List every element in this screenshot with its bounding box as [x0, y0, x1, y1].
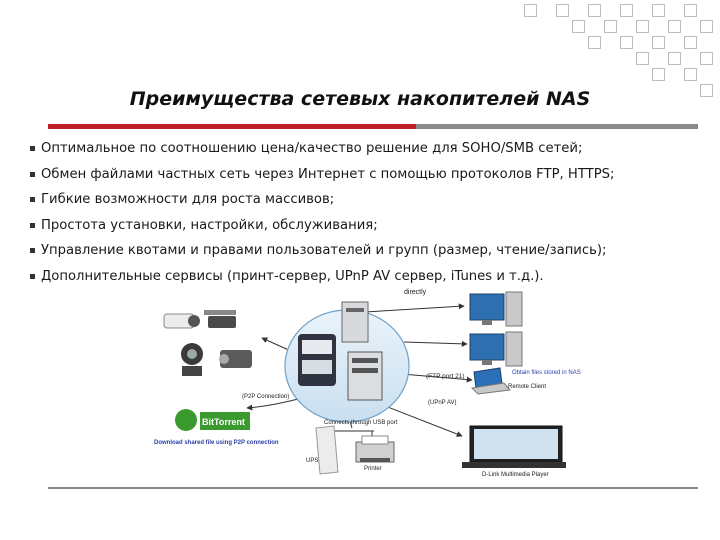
label-ups: UPS: [306, 458, 319, 464]
decorative-square: [556, 4, 569, 17]
bullet-item: [30, 187, 710, 213]
decorative-square: [700, 20, 713, 33]
decorative-square: [652, 68, 665, 81]
decorative-square: [684, 36, 697, 49]
bullet-marker: [30, 248, 35, 253]
bullet-item: [30, 162, 710, 188]
label-printer: Printer: [364, 466, 382, 472]
title-underline-accent: [48, 124, 416, 129]
bullet-marker: [30, 274, 35, 279]
label-obtain-files: Obtain files stored in NAS: [512, 370, 581, 376]
decorative-square: [668, 52, 681, 65]
decorative-square: [636, 20, 649, 33]
decorative-square: [652, 4, 665, 17]
title-underline: [48, 124, 698, 129]
decorative-square: [604, 20, 617, 33]
bullet-marker: [30, 172, 35, 177]
bottom-rule: [48, 487, 698, 489]
decorative-square: [668, 20, 681, 33]
decorative-square: [588, 4, 601, 17]
label-bittorrent: BitTorrent: [202, 417, 245, 427]
bullet-text: Оптимальное по соотношению цена/качество решение для SOHO/SMB сетей;: [41, 141, 583, 157]
label-upnp-av: (UPnP AV): [428, 400, 457, 406]
decorative-square: [652, 36, 665, 49]
decorative-square: [620, 36, 633, 49]
decorative-square: [700, 52, 713, 65]
decorative-square: [588, 36, 601, 49]
bullet-text: Дополнительные сервисы (принт-сервер, UPnP AV сервер, iTunes и т.д.).: [41, 268, 544, 284]
decorative-square: [684, 68, 697, 81]
bullet-text: Обмен файлами частных сеть через Интернет с помощью протоколов FTP, HTTPS;: [41, 166, 615, 182]
nas-network-diagram: [152, 286, 592, 482]
bullet-item: [30, 238, 710, 264]
media-player-icon: [462, 426, 566, 468]
label-directly: directly: [404, 289, 427, 296]
label-p2p-connection: (P2P Connection): [242, 394, 290, 400]
bullet-item: [30, 136, 710, 162]
bullet-text: Простота установки, настройки, обслуживания;: [41, 217, 378, 233]
bullet-marker: [30, 146, 35, 151]
label-remote-client: Remote Client: [508, 384, 547, 390]
decorative-square: [524, 4, 537, 17]
bullet-text: Управление квотами и правами пользователей и групп (размер, чтение/запись);: [41, 243, 607, 259]
label-usb-connect: Connects through USB port: [324, 420, 398, 426]
decorative-square: [636, 52, 649, 65]
bullet-marker: [30, 223, 35, 228]
slide-title: Преимущества сетевых накопителей NAS: [129, 88, 591, 110]
decorative-square: [572, 20, 585, 33]
label-media-player: D-Link Multimedia Player: [482, 472, 549, 478]
printer-icon: [356, 436, 394, 462]
label-ftp-port: (FTP port 21): [426, 373, 465, 380]
label-download-p2p: Download shared file using P2P connection: [154, 440, 279, 446]
bullet-marker: [30, 197, 35, 202]
ups-icon: [316, 426, 338, 474]
bullet-list: [30, 136, 710, 289]
bullet-item: [30, 213, 710, 239]
bullet-text: Гибкие возможности для роста массивов;: [41, 192, 335, 208]
decorative-square: [684, 4, 697, 17]
decorative-square: [620, 4, 633, 17]
